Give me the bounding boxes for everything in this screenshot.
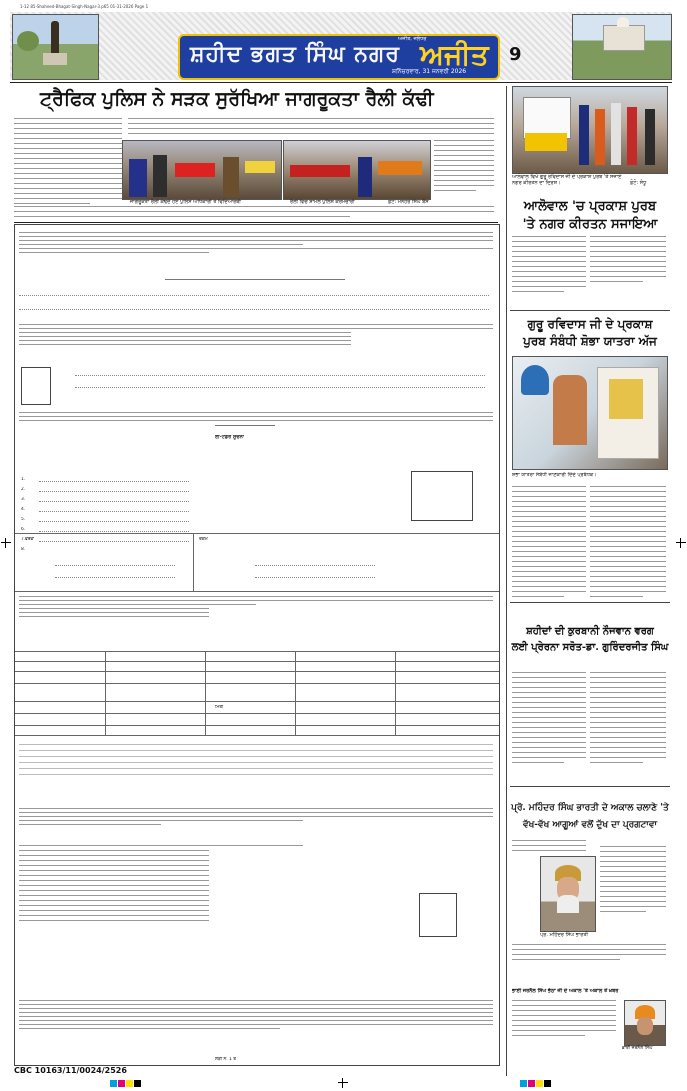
masthead-date: ਸ਼ਨਿੱਚਰਵਾਰ, 31 ਜਨਵਰੀ 2026 [392, 68, 467, 75]
small-portrait-photo [624, 1000, 666, 1046]
portrait-caption: ਪ੍ਰੋ. ਮਹਿੰਦਰ ਸਿੰਘ ਭਾਰਤੀ [540, 932, 589, 938]
rally-photo-left [122, 140, 282, 200]
photo-placeholder-box [411, 471, 473, 521]
lead-bottom-rule [14, 222, 498, 223]
lead-caption-left: ਜਾਗਰੂਕਤਾ ਰੈਲੀ ਕੱਢਦੇ ਹੋਏ ਪੁਲਿਸ ਅਧਿਕਾਰੀ ਤੇ ਵਿਦਿਆਰਥੀ [130, 199, 241, 205]
side-headline-4-line2: ਵੱਖ-ਵੱਖ ਆਗੂਆਂ ਵਲੋਂ ਦੁੱਖ ਦਾ ਪ੍ਰਗਟਾਵਾ [522, 820, 658, 830]
lead-story-text-right [434, 140, 494, 195]
side-headline-1-line2: 'ਤੇ ਨਗਰ ਕੀਰਤਨ ਸਜਾਇਆ [522, 217, 658, 232]
photo-placeholder-box [419, 893, 457, 937]
form-row-2: 2. [21, 487, 26, 492]
form-row-1: 1. [21, 477, 26, 482]
form-row-4: 4. [21, 507, 26, 512]
lead-photo-credit: ਫ਼ੋਟੋ: ਮਨੋਹਰ ਸਿੰਘ ਬੈਂਸ [388, 199, 429, 205]
registration-mark-icon [338, 1078, 348, 1088]
side-headline-2-line2: ਪੁਰਬ ਸੰਬੰਧੀ ਸ਼ੋਭਾ ਯਾਤਰਾ ਅੱਜ [523, 334, 657, 348]
registration-mark-icon [676, 538, 686, 548]
rally-photo-right [283, 140, 431, 200]
side-headline-3 [508, 624, 672, 656]
cmyk-strip [520, 1072, 552, 1091]
print-slug: 1-12 85-Shaheed-Bhagat-Singh-Nagar-3.p65 01-31-2026 Page 1 [20, 4, 149, 9]
side-story-3-text-b [590, 672, 666, 767]
form-label-a: ਵੇਰਵਾ [25, 537, 35, 542]
bottom-strip-text [512, 1000, 616, 1040]
temple-photo [572, 14, 672, 80]
form-row-6: 6. [21, 527, 26, 532]
side-headline-2 [508, 316, 672, 350]
side-headline-2-line1: ਗੁਰੂ ਰਵਿਦਾਸ ਜੀ ਦੇ ਪ੍ਰਕਾਸ਼ [527, 317, 653, 331]
masthead-title-box [178, 34, 500, 80]
form-row-8: 8. [21, 547, 26, 552]
side-story-4-text-b [600, 846, 666, 916]
side-story-4-text-c [512, 944, 666, 964]
sidebar-divider [506, 86, 507, 1076]
lead-story-text [14, 118, 122, 208]
side-caption-mid: ਸ਼ੋਭਾ ਯਾਤਰਾ ਸੰਬੰਧੀ ਜਾਣਕਾਰੀ ਦਿੰਦੇ ਪ੍ਰਬੰਧਕ। [512, 472, 597, 478]
form-label-b: ਰਕਮ [199, 537, 208, 542]
side-headline-1-line1: ਆਲੋਵਾਲ 'ਚ ਪ੍ਰਕਾਸ਼ ਪੁਰਬ [523, 199, 657, 214]
brand-logo: ਅਜੀਤ [420, 38, 489, 71]
tender-code: CBC 10163/11/0024/2526 [14, 1066, 127, 1075]
lead-story-top-text [128, 118, 494, 138]
masthead-title: ਸ਼ਹੀਦ ਭਗਤ ਸਿੰਘ ਨਗਰ [190, 42, 401, 67]
side-headline-3-line2: ਲਈ ਪ੍ਰੇਰਨਾ ਸਰੋਤ-ਡਾ. ਗੁਰਿੰਦਰਜੀਤ ਸਿੰਘ [511, 642, 669, 653]
side-story-1-text-b [590, 236, 666, 286]
form-row-7: 7. [21, 537, 26, 542]
lead-story-bottom-text [14, 206, 494, 221]
lead-headline: ਟ੍ਰੈਫਿਕ ਪੁਲਿਸ ਨੇ ਸੜਕ ਸੁਰੱਖਿਆ ਜਾਗਰੂਕਤਾ ਰੈਲੀ ਕੱਢੀ [40, 88, 434, 110]
masthead-rule [10, 82, 672, 83]
form-label-c: ਮਿਤੀ [215, 705, 224, 710]
page-number: 9 [509, 44, 522, 65]
form-footer-page: ਲੜੀ ਨੰ. 1 ਤੋਂ [215, 1057, 237, 1062]
form-row-5: 5. [21, 517, 26, 522]
form-row-3: 3. [21, 497, 26, 502]
side-caption-top: ਆਲੋਵਾਲ ਵਿਖੇ ਗੁਰੂ ਰਵਿਦਾਸ ਜੀ ਦੇ ਪ੍ਰਕਾਸ਼ ਪੁਰਬ 'ਤੇ ਸਜਾਏ ਨਗਰ ਕੀਰਤਨ ਦਾ ਦ੍ਰਿਸ਼। [512, 174, 622, 186]
shobha-yatra-photo [512, 356, 668, 470]
small-portrait-caption: ਭਾਈ ਜਰਨੈਲ ਸਿੰਘ [622, 1046, 653, 1051]
side-headline-4-line1: ਪ੍ਰੋ. ਮਹਿੰਦਰ ਸਿੰਘ ਭਾਰਤੀ ਦੇ ਅਕਾਲ ਚਲਾਣੇ 'ਤੇ [511, 803, 669, 813]
portrait-photo [540, 856, 596, 932]
lead-caption-right: ਰੈਲੀ ਵਿਚ ਸ਼ਾਮਲ ਪੁਲਿਸ ਕਰਮਚਾਰੀ [290, 199, 355, 205]
side-credit-top: ਫ਼ੋਟੋ: ਸੰਧੂ [630, 180, 647, 186]
registration-mark-icon [1, 538, 11, 548]
side-headline-4 [508, 800, 672, 834]
side-story-3-text [512, 672, 586, 767]
side-story-2-text [512, 486, 586, 601]
brand-small: ਅਜੀਤ, ਜਲੰਧਰ [398, 36, 427, 42]
photo-placeholder-box [21, 367, 51, 405]
tender-form [14, 224, 500, 1066]
form-section-title: ਈ-ਟੈਂਡਰ ਸੂਚਨਾ [215, 435, 245, 440]
statue-photo [12, 14, 99, 80]
nagar-kirtan-photo [512, 86, 668, 174]
side-story-2-text-b [590, 486, 666, 601]
side-story-4-text [512, 840, 586, 855]
cmyk-strip [110, 1072, 142, 1091]
bottom-strip-title: ਭਾਈ ਜਰਨੈਲ ਸਿੰਘ ਭੱਠਾ ਜੀ ਦੇ ਅਕਾਲ 'ਤੇ ਅਕਾਲ ਤੋਂ ਖ਼ਬਰ [512, 988, 619, 994]
side-headline-3-line1: ਸ਼ਹੀਦਾਂ ਦੀ ਕੁਰਬਾਨੀ ਨੌਜਵਾਨ ਵਰਗ [526, 626, 654, 637]
side-headline-1 [508, 198, 672, 234]
side-story-1-text [512, 236, 586, 296]
